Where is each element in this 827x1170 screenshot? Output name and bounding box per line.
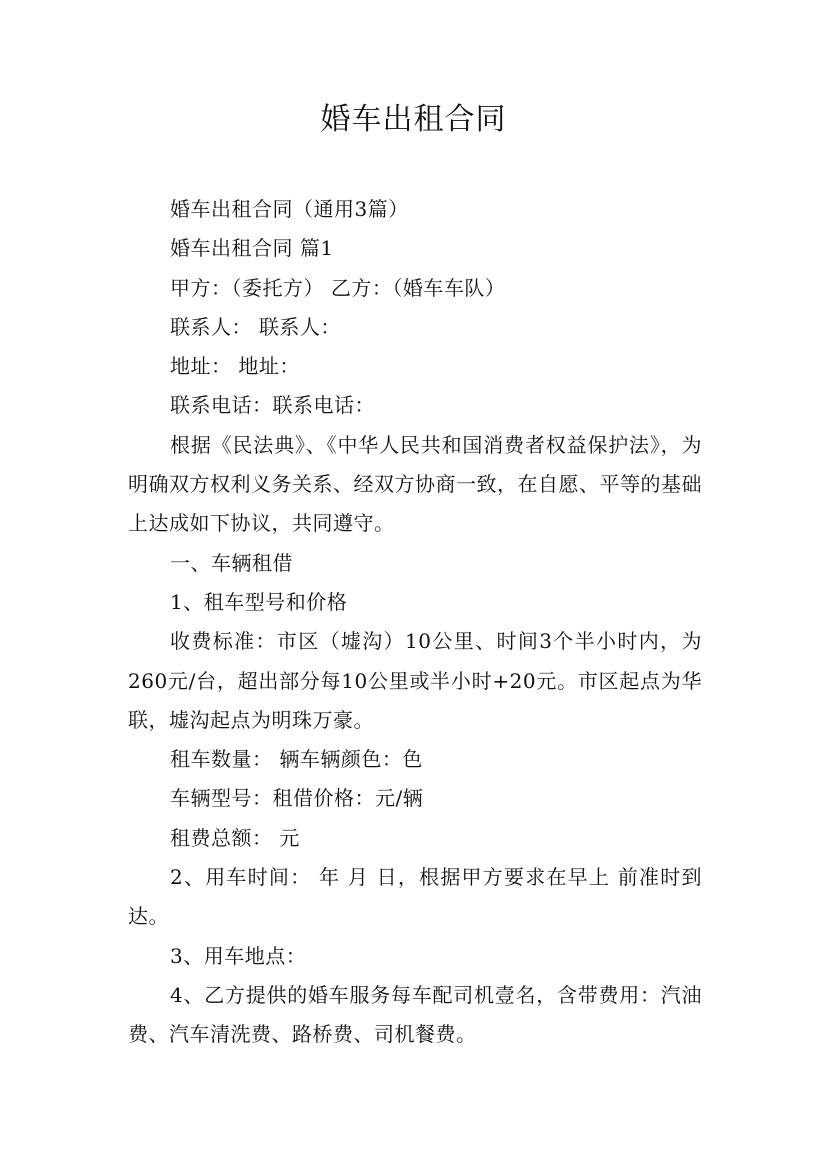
paragraph-fee-standard: 收费标准：市区（墟沟）10公里、时间3个半小时内，为260元/台，超出部分每10公里或半小时+20元。市区起点为华联，墟沟起点为明珠万豪。 — [128, 629, 702, 732]
paragraph-parties: 甲方：（委托方） 乙方：（婚车车队） — [170, 275, 506, 300]
paragraph-item-1-heading: 1、租车型号和价格 — [170, 589, 348, 614]
document-body — [128, 190, 702, 1055]
paragraph-rental-quantity: 租车数量： 辆车辆颜色：色 — [170, 747, 423, 772]
paragraph-subtitle: 婚车出租合同（通用3篇） — [170, 197, 409, 221]
paragraph-vehicle-model: 车辆型号：租借价格：元/辆 — [170, 786, 424, 811]
paragraph-section-heading: 婚车出租合同 篇1 — [170, 236, 334, 261]
paragraph-total-fee: 租费总额： 元 — [170, 825, 300, 850]
document-title: 婚车出租合同 — [320, 102, 507, 137]
paragraph-preamble: 根据《民法典》、《中华人民共和国消费者权益保护法》，为明确双方权利义务关系、经双方协商一致，在自愿、平等的基础上达成如下协议，共同遵守。 — [128, 432, 702, 536]
paragraph-clause-heading: 一、车辆租借 — [170, 550, 293, 575]
paragraph-contacts: 联系人： 联系人： — [170, 314, 341, 339]
paragraph-addresses: 地址： 地址： — [170, 354, 300, 379]
paragraph-usage-location: 3、用车地点： — [170, 943, 307, 968]
paragraph-driver-service: 4、乙方提供的婚车服务每车配司机壹名，含带费用：汽油费、汽车清洗费、路桥费、司机餐费。 — [128, 982, 702, 1047]
paragraph-usage-time: 2、用车时间： 年 月 日，根据甲方要求在早上 前准时到达。 — [128, 865, 702, 929]
paragraph-phones: 联系电话：联系电话： — [170, 393, 375, 418]
